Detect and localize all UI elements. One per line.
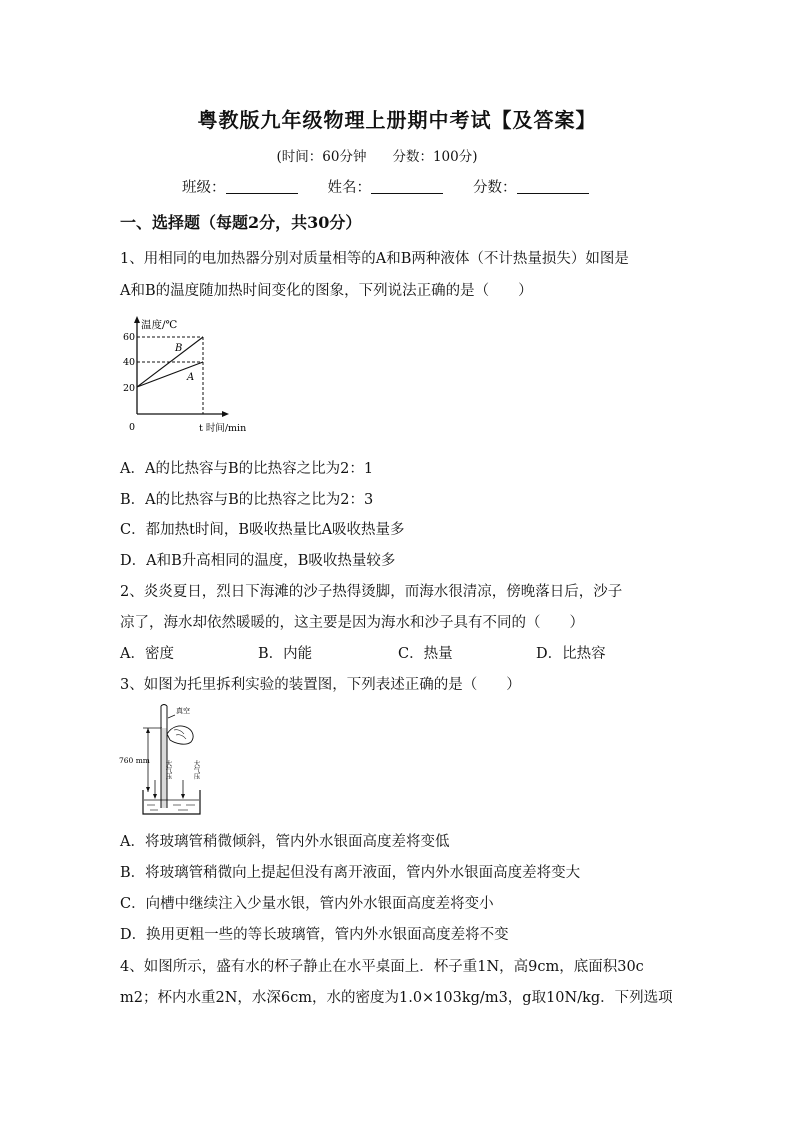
q1-option-b[interactable]: B．A的比热容与B的比热容之比为2：3	[120, 492, 374, 508]
time-limit: (时间：60分钟	[276, 149, 367, 165]
q1-option-c[interactable]: C．都加热t时间，B吸收热量比A吸收热量多	[120, 522, 405, 538]
q3-stem: 3、如图为托里拆利实验的装置图，下列表述正确的是（ ）	[120, 677, 521, 693]
class-label: 班级：	[182, 180, 226, 196]
q2-stem-line1: 2、炎炎夏日，烈日下海滩的沙子热得烫脚，而海水很清凉，傍晚落日后，沙子	[120, 584, 623, 600]
tube-top	[161, 705, 167, 707]
pressure-left-arrowhead	[153, 794, 157, 799]
q2-option-c[interactable]: C．热量	[398, 646, 453, 662]
mercury-column	[162, 728, 167, 808]
q4-stem-line1: 4、如图所示，盛有水的杯子静止在水平桌面上．杯子重1N，高9cm，底面积30c	[120, 959, 644, 975]
q3-option-b[interactable]: B．将玻璃管稍微向上提起但没有离开液面，管内外水银面高度差将变大	[120, 865, 581, 881]
section-heading: 一、选择题（每题2分，共30分）	[120, 213, 362, 232]
mercury-dish	[143, 790, 200, 814]
y-axis-arrow	[134, 316, 140, 323]
class-blank[interactable]	[226, 179, 298, 194]
q4-stem-line2: m2；杯内水重2N，水深6cm，水的密度为1.0×103kg/m3，g取10N/kg．下列选项	[120, 990, 673, 1006]
q1-stem-line2: A和B的温度随加热时间变化的图象，下列说法正确的是（ ）	[120, 283, 533, 299]
q3-option-d[interactable]: D．换用更粗一些的等长玻璃管，管内外水银面高度差将不变	[120, 927, 509, 943]
name-label: 姓名：	[327, 180, 371, 196]
vacuum-label: 真空	[176, 707, 190, 715]
hand-icon	[167, 726, 193, 744]
pressure-right-arrowhead	[181, 794, 185, 799]
tick-60: 60	[123, 332, 136, 343]
score-label: 分数：	[473, 180, 517, 196]
q1-stem-line1: 1、用相同的电加热器分别对质量相等的A和B两种液体（不计热量损失）如图是	[120, 251, 629, 267]
pressure-right-label: 大气压	[181, 760, 201, 768]
pressure-left-label: 大气压	[153, 760, 173, 768]
q3-torricelli-apparatus	[118, 704, 208, 820]
q1-option-a[interactable]: A．A的比热容与B的比热容之比为2：1	[120, 461, 374, 477]
q2-options-row	[120, 642, 606, 663]
vacuum-pointer	[168, 715, 175, 718]
total-score: 分数：100分)	[392, 149, 478, 165]
q2-option-a[interactable]: A．密度	[120, 646, 174, 662]
x-axis-label: t 时间/min	[199, 423, 247, 434]
q1-temperature-graph	[115, 312, 275, 440]
origin-label: 0	[129, 422, 136, 433]
q3-option-c[interactable]: C．向槽中继续注入少量水银，管内外水银面高度差将变小	[120, 896, 494, 912]
name-blank[interactable]	[371, 179, 443, 194]
student-info-row	[182, 176, 589, 197]
exam-subtitle	[0, 145, 754, 165]
q1-option-d[interactable]: D．A和B升高相同的温度，B吸收热量较多	[120, 553, 396, 569]
q2-option-d[interactable]: D．比热容	[536, 646, 606, 662]
tick-40: 40	[123, 357, 136, 368]
q3-option-a[interactable]: A．将玻璃管稍微倾斜，管内外水银面高度差将变低	[120, 834, 450, 850]
label-a: A	[187, 372, 195, 383]
height-arrow-up	[146, 728, 150, 733]
score-blank[interactable]	[517, 179, 589, 194]
x-axis-arrow	[222, 411, 229, 417]
exam-title: 粤教版九年级物理上册期中考试【及答案】	[197, 108, 597, 132]
tick-20: 20	[123, 383, 136, 394]
q2-stem-line2: 凉了，海水却依然暖暖的，这主要是因为海水和沙子具有不同的（ ）	[120, 615, 584, 631]
y-axis-label: 温度/℃	[141, 319, 178, 331]
height-arrow-down	[146, 787, 150, 792]
label-b: B	[175, 343, 183, 354]
q2-option-b[interactable]: B．内能	[258, 646, 313, 662]
height-label: 760 mm	[119, 756, 150, 765]
